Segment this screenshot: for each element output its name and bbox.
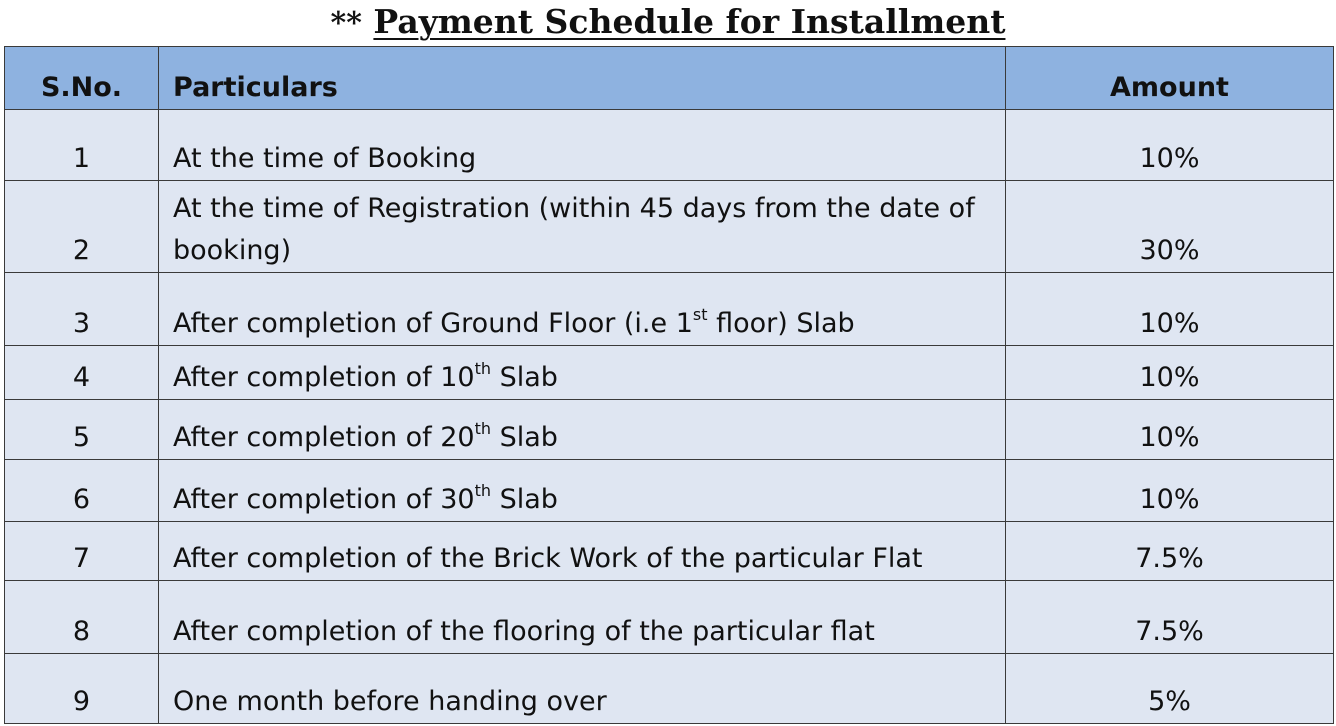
particulars-text: After completion of Ground Floor (i.e 1 — [173, 308, 693, 339]
ordinal-suffix: st — [692, 305, 708, 324]
particulars-text: After completion of 30 — [173, 484, 475, 515]
table-row — [5, 273, 1334, 346]
cell-amount: 10% — [1006, 460, 1334, 522]
particulars-text-end: Slab — [491, 484, 558, 515]
ordinal-suffix: th — [474, 359, 492, 378]
cell-particulars — [159, 273, 1006, 346]
table-row — [5, 400, 1334, 460]
ordinal-suffix: th — [474, 419, 492, 438]
table-row — [5, 181, 1334, 273]
cell-sno: 4 — [5, 346, 159, 400]
cell-amount: 10% — [1006, 400, 1334, 460]
table-header-row — [5, 47, 1334, 110]
cell-particulars — [159, 400, 1006, 460]
cell-sno: 6 — [5, 460, 159, 522]
cell-amount: 5% — [1006, 654, 1334, 724]
header-particulars: Particulars — [159, 47, 1006, 110]
particulars-text-end: Slab — [491, 362, 558, 393]
title-prefix: ** — [330, 6, 362, 41]
table-row — [5, 110, 1334, 181]
cell-amount: 30% — [1006, 181, 1334, 273]
cell-amount: 7.5% — [1006, 581, 1334, 654]
particulars-text: At the time of Booking — [173, 143, 477, 174]
table-row — [5, 581, 1334, 654]
table-row — [5, 654, 1334, 724]
cell-amount: 10% — [1006, 110, 1334, 181]
cell-sno: 8 — [5, 581, 159, 654]
table-row — [5, 460, 1334, 522]
particulars-text-end: floor) Slab — [707, 308, 855, 339]
cell-sno: 1 — [5, 110, 159, 181]
particulars-text: After completion of the Brick Work of the particular Flat — [173, 543, 923, 574]
title-text: Payment Schedule for Installment — [373, 2, 1006, 41]
cell-particulars — [159, 460, 1006, 522]
cell-particulars — [159, 581, 1006, 654]
particulars-text: After completion of 10 — [173, 362, 475, 393]
cell-amount: 10% — [1006, 273, 1334, 346]
cell-sno: 5 — [5, 400, 159, 460]
cell-particulars — [159, 181, 1006, 273]
particulars-text: One month before handing over — [173, 686, 607, 717]
cell-particulars — [159, 346, 1006, 400]
cell-particulars — [159, 522, 1006, 581]
particulars-text-end: Slab — [491, 422, 558, 453]
cell-sno: 2 — [5, 181, 159, 273]
cell-amount: 7.5% — [1006, 522, 1334, 581]
table-row — [5, 522, 1334, 581]
table-row — [5, 346, 1334, 400]
ordinal-suffix: th — [474, 481, 492, 500]
particulars-text: After completion of 20 — [173, 422, 475, 453]
cell-amount: 10% — [1006, 346, 1334, 400]
particulars-text: At the time of Registration (within 45 days from the date of booking) — [173, 193, 975, 266]
header-amount: Amount — [1006, 47, 1334, 110]
cell-sno: 9 — [5, 654, 159, 724]
particulars-text: After completion of the flooring of the particular flat — [173, 616, 875, 647]
header-sno: S.No. — [5, 47, 159, 110]
cell-particulars — [159, 654, 1006, 724]
cell-sno: 3 — [5, 273, 159, 346]
cell-sno: 7 — [5, 522, 159, 581]
payment-schedule-table — [4, 46, 1334, 724]
page-title — [0, 0, 1336, 44]
cell-particulars — [159, 110, 1006, 181]
